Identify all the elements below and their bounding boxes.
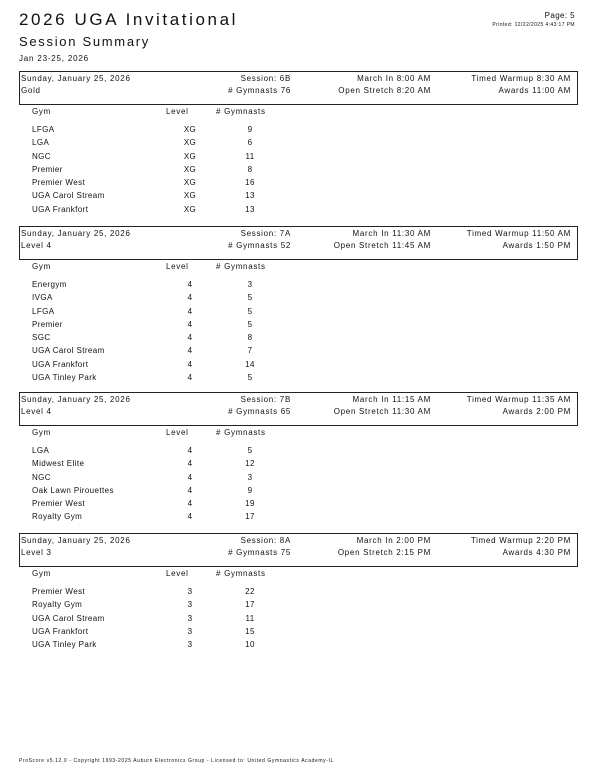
- awards-time: Awards 4:30 PM: [502, 548, 571, 557]
- gym-level: 4: [187, 459, 193, 469]
- column-header-gymnasts: # Gymnasts: [216, 428, 266, 437]
- gymnast-count: 5: [247, 293, 253, 303]
- column-header-level: Level: [166, 428, 189, 437]
- session-number: Session: 7B: [240, 395, 291, 404]
- table-row: [19, 459, 578, 472]
- gymnast-count: 15: [245, 626, 255, 636]
- gymnast-count: 7: [247, 346, 253, 356]
- timed-warmup-time: Timed Warmup 11:50 AM: [466, 229, 571, 238]
- gymnast-count: 5: [247, 319, 253, 329]
- session-block: [19, 533, 578, 653]
- table-row: [19, 333, 578, 346]
- table-row: [19, 360, 578, 373]
- session-date: Sunday, January 25, 2026: [21, 229, 131, 238]
- column-headers: [19, 107, 578, 121]
- gym-level: 4: [187, 499, 193, 509]
- awards-time: Awards 1:50 PM: [502, 241, 571, 250]
- column-header-gym: Gym: [32, 428, 51, 437]
- table-row: [19, 205, 578, 218]
- gym-level: 4: [187, 472, 193, 482]
- session-date: Sunday, January 25, 2026: [21, 74, 131, 83]
- gymnast-count: 8: [247, 164, 253, 174]
- session-header-box: [19, 71, 578, 105]
- gym-level: 3: [187, 587, 193, 596]
- table-row: [19, 446, 578, 459]
- gym-name: UGA Carol Stream: [32, 346, 105, 356]
- gym-name: LGA: [32, 138, 50, 148]
- timed-warmup-time: Timed Warmup 8:30 AM: [471, 74, 571, 83]
- gym-name: LFGA: [32, 306, 55, 316]
- table-row: [19, 373, 578, 386]
- column-header-level: Level: [166, 262, 189, 271]
- gym-rows: [19, 280, 578, 386]
- gym-level: 4: [187, 346, 193, 356]
- table-row: [19, 587, 578, 600]
- session-level: Gold: [21, 86, 41, 95]
- table-row: [19, 346, 578, 359]
- session-header-box: [19, 533, 578, 567]
- table-row: [19, 473, 578, 486]
- table-row: [19, 512, 578, 525]
- table-row: [19, 293, 578, 306]
- session-number: Session: 7A: [240, 229, 291, 238]
- table-row: [19, 280, 578, 293]
- gym-name: IVGA: [32, 293, 53, 303]
- gym-name: Royalty Gym: [32, 600, 83, 610]
- gymnast-count: 17: [245, 600, 255, 610]
- session-date: Sunday, January 25, 2026: [21, 395, 131, 404]
- gymnast-count: 5: [247, 446, 253, 455]
- session-gymnast-count: # Gymnasts 52: [228, 241, 291, 250]
- gymnast-count: 9: [247, 125, 253, 134]
- gymnast-count: 12: [245, 459, 255, 469]
- session-date: Sunday, January 25, 2026: [21, 536, 131, 545]
- table-row: [19, 600, 578, 613]
- gym-level: 3: [187, 613, 193, 623]
- column-headers: [19, 569, 578, 583]
- gym-level: XG: [183, 164, 197, 174]
- column-header-level: Level: [166, 569, 189, 578]
- footer-copyright: ProScore v5.12.0 - Copyright 1993-2025 Auburn Electronics Group - Licensed to: United Gymnastics Academy-IL: [19, 758, 334, 764]
- gymnast-count: 3: [247, 280, 253, 289]
- table-row: [19, 125, 578, 138]
- report-subtitle: Session Summary: [19, 34, 150, 49]
- gym-rows: [19, 446, 578, 526]
- march-in-time: March In 11:30 AM: [352, 229, 431, 238]
- gym-name: Energym: [32, 280, 67, 289]
- gym-level: XG: [183, 125, 197, 134]
- gym-name: NGC: [32, 151, 51, 161]
- column-header-gymnasts: # Gymnasts: [216, 262, 266, 271]
- gymnast-count: 10: [245, 640, 255, 650]
- session-header-box: [19, 392, 578, 426]
- gymnast-count: 13: [245, 204, 255, 214]
- column-header-gymnasts: # Gymnasts: [216, 107, 266, 116]
- gymnast-count: 3: [247, 472, 253, 482]
- table-row: [19, 165, 578, 178]
- gym-name: Premier West: [32, 178, 86, 188]
- table-row: [19, 152, 578, 165]
- session-gymnast-count: # Gymnasts 65: [228, 407, 291, 416]
- gym-name: NGC: [32, 472, 51, 482]
- column-headers: [19, 262, 578, 276]
- gymnast-count: 6: [247, 138, 253, 148]
- gym-name: Premier West: [32, 587, 86, 596]
- gym-level: 4: [187, 293, 193, 303]
- awards-time: Awards 11:00 AM: [498, 86, 571, 95]
- gym-level: XG: [183, 151, 197, 161]
- gym-name: UGA Tinley Park: [32, 640, 97, 650]
- gym-level: 3: [187, 600, 193, 610]
- gymnast-count: 8: [247, 333, 253, 343]
- open-stretch-time: Open Stretch 11:30 AM: [333, 407, 431, 416]
- gym-level: XG: [183, 138, 197, 148]
- table-row: [19, 614, 578, 627]
- column-header-gym: Gym: [32, 107, 51, 116]
- gymnast-count: 19: [245, 499, 255, 509]
- timed-warmup-time: Timed Warmup 2:20 PM: [470, 536, 571, 545]
- gymnast-count: 16: [245, 178, 255, 188]
- gym-name: UGA Frankfort: [32, 204, 89, 214]
- gym-name: Premier: [32, 319, 63, 329]
- gym-level: 4: [187, 319, 193, 329]
- session-number: Session: 6B: [240, 74, 291, 83]
- gymnast-count: 9: [247, 485, 253, 495]
- open-stretch-time: Open Stretch 2:15 PM: [337, 548, 431, 557]
- gym-name: Premier West: [32, 499, 86, 509]
- gymnast-count: 5: [247, 306, 253, 316]
- page-number: Page: 5: [544, 11, 575, 20]
- gym-rows: [19, 587, 578, 653]
- column-header-level: Level: [166, 107, 189, 116]
- session-block: [19, 392, 578, 526]
- gym-rows: [19, 125, 578, 218]
- gym-level: 4: [187, 446, 193, 455]
- gym-name: UGA Frankfort: [32, 359, 89, 369]
- gym-level: 4: [187, 485, 193, 495]
- printed-timestamp: Printed: 12/22/2025 4:43:17 PM: [492, 22, 575, 28]
- gym-name: SGC: [32, 333, 51, 343]
- table-row: [19, 499, 578, 512]
- awards-time: Awards 2:00 PM: [502, 407, 571, 416]
- gym-level: 4: [187, 280, 193, 289]
- table-row: [19, 627, 578, 640]
- session-gymnast-count: # Gymnasts 75: [228, 548, 291, 557]
- gym-name: Oak Lawn Pirouettes: [32, 485, 114, 495]
- march-in-time: March In 11:15 AM: [352, 395, 431, 404]
- column-header-gym: Gym: [32, 262, 51, 271]
- gym-name: UGA Carol Stream: [32, 613, 105, 623]
- gym-level: 3: [187, 626, 193, 636]
- gym-level: 4: [187, 306, 193, 316]
- table-row: [19, 307, 578, 320]
- gym-name: Midwest Elite: [32, 459, 85, 469]
- gymnast-count: 11: [245, 151, 255, 161]
- column-header-gym: Gym: [32, 569, 51, 578]
- gym-name: LFGA: [32, 125, 55, 134]
- open-stretch-time: Open Stretch 8:20 AM: [338, 86, 431, 95]
- column-header-gymnasts: # Gymnasts: [216, 569, 266, 578]
- gym-level: 4: [187, 333, 193, 343]
- gymnast-count: 17: [245, 512, 255, 522]
- table-row: [19, 320, 578, 333]
- open-stretch-time: Open Stretch 11:45 AM: [333, 241, 431, 250]
- gym-level: 4: [187, 373, 193, 383]
- gymnast-count: 14: [245, 359, 255, 369]
- session-block: [19, 226, 578, 386]
- gym-level: 3: [187, 640, 193, 650]
- gym-level: 4: [187, 359, 193, 369]
- column-headers: [19, 428, 578, 442]
- gymnast-count: 13: [245, 191, 255, 201]
- report-title: 2026 UGA Invitational: [19, 10, 239, 29]
- gym-name: LGA: [32, 446, 50, 455]
- session-number: Session: 8A: [240, 536, 291, 545]
- table-row: [19, 138, 578, 151]
- session-block: [19, 71, 578, 218]
- gym-name: UGA Tinley Park: [32, 373, 97, 383]
- gym-level: XG: [183, 191, 197, 201]
- gymnast-count: 22: [245, 587, 255, 596]
- timed-warmup-time: Timed Warmup 11:35 AM: [466, 395, 571, 404]
- march-in-time: March In 8:00 AM: [357, 74, 431, 83]
- session-level: Level 4: [21, 407, 52, 416]
- gym-level: XG: [183, 204, 197, 214]
- gymnast-count: 11: [245, 613, 255, 623]
- gym-name: Premier: [32, 164, 63, 174]
- table-row: [19, 191, 578, 204]
- gym-level: 4: [187, 512, 193, 522]
- gym-name: UGA Carol Stream: [32, 191, 105, 201]
- session-level: Level 3: [21, 548, 52, 557]
- table-row: [19, 178, 578, 191]
- gym-name: UGA Frankfort: [32, 626, 89, 636]
- gym-level: XG: [183, 178, 197, 188]
- gym-name: Royalty Gym: [32, 512, 83, 522]
- session-gymnast-count: # Gymnasts 76: [228, 86, 291, 95]
- table-row: [19, 486, 578, 499]
- date-range: Jan 23-25, 2026: [19, 54, 89, 63]
- gymnast-count: 5: [247, 373, 253, 383]
- session-level: Level 4: [21, 241, 52, 250]
- march-in-time: March In 2:00 PM: [356, 536, 431, 545]
- table-row: [19, 640, 578, 653]
- session-header-box: [19, 226, 578, 260]
